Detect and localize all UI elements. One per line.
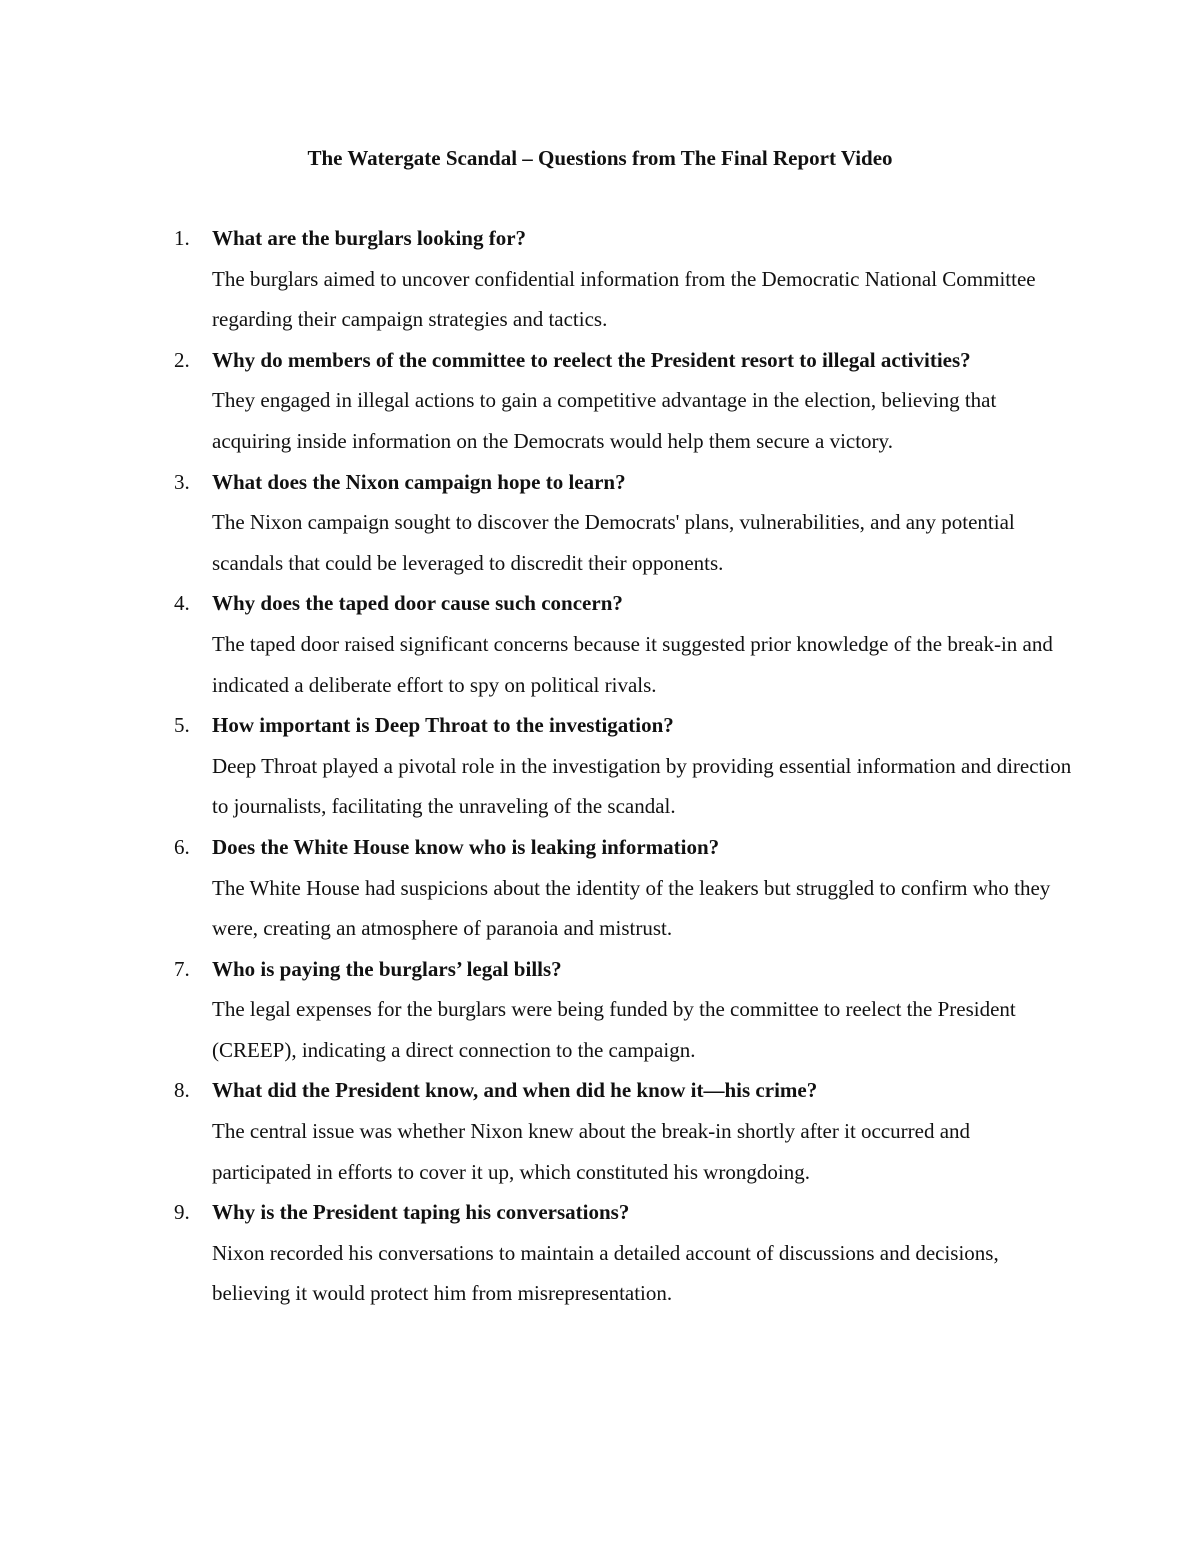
question-number: 6. [174, 834, 190, 859]
answer-text: The burglars aimed to uncover confidential information from the Democratic National Committee regarding their campaign strategies and tactics. [212, 266, 1036, 332]
question-text: Why does the taped door cause such concern? [212, 591, 623, 616]
question-text: Why is the President taping his conversations? [212, 1200, 630, 1225]
question-item-7 [0, 949, 1072, 1071]
question-item-2 [0, 340, 1072, 462]
question-text: What does the Nixon campaign hope to learn? [212, 469, 626, 494]
question-text: Why do members of the committee to reelect the President resort to illegal activities? [212, 347, 971, 372]
answer-text: The White House had suspicions about the identity of the leakers but struggled to confirm who they were, creating an atmosphere of paranoia and mistrust. [212, 875, 1051, 941]
question-number: 2. [174, 347, 190, 372]
question-item-3 [0, 462, 1072, 584]
answer-text: Deep Throat played a pivotal role in the investigation by providing essential information and direction to journalists, facilitating the unraveling of the scandal. [212, 753, 1072, 819]
answer-text: Nixon recorded his conversations to maintain a detailed account of discussions and decisions, believing it would protect him from misrepresentation. [212, 1240, 999, 1306]
question-number: 7. [174, 956, 190, 981]
question-text: What are the burglars looking for? [212, 226, 527, 250]
answer-text: The central issue was whether Nixon knew about the break-in shortly after it occurred and participated in efforts to cover it up, which constituted his wrongdoing. [212, 1119, 971, 1184]
question-text: What did the President know, and when did he know it—his crime? [212, 1078, 818, 1103]
question-number: 8. [174, 1078, 190, 1103]
question-list [0, 218, 1200, 1314]
question-number: 9. [174, 1200, 190, 1225]
question-number: 4. [174, 591, 190, 616]
question-item-5 [0, 705, 1072, 827]
answer-text: They engaged in illegal actions to gain a competitive advantage in the election, believing that acquiring inside information on the Democrats would help them secure a victory. [212, 388, 997, 453]
question-text: How important is Deep Throat to the investigation? [212, 713, 674, 738]
document-title: The Watergate Scandal – Questions from The Final Report Video [307, 146, 893, 170]
question-number: 1. [174, 226, 190, 250]
question-item-9 [0, 1192, 1072, 1314]
question-number: 5. [174, 713, 190, 738]
answer-text: The Nixon campaign sought to discover the Democrats' plans, vulnerabilities, and any potential scandals that could be leveraged to discredit their opponents. [212, 510, 1015, 575]
question-item-8 [0, 1070, 1072, 1192]
question-item-4 [0, 583, 1072, 705]
question-item-6 [0, 827, 1072, 949]
question-item-1 [0, 218, 1072, 340]
question-text: Does the White House know who is leaking information? [212, 834, 720, 859]
answer-text: The legal expenses for the burglars were being funded by the committee to reelect the President (CREEP), indicating a direct connection to the campaign. [212, 997, 1016, 1062]
answer-text: The taped door raised significant concerns because it suggested prior knowledge of the break-in and indicated a deliberate effort to spy on political rivals. [212, 631, 1053, 697]
question-text: Who is paying the burglars’ legal bills? [212, 956, 562, 981]
question-number: 3. [174, 469, 190, 494]
